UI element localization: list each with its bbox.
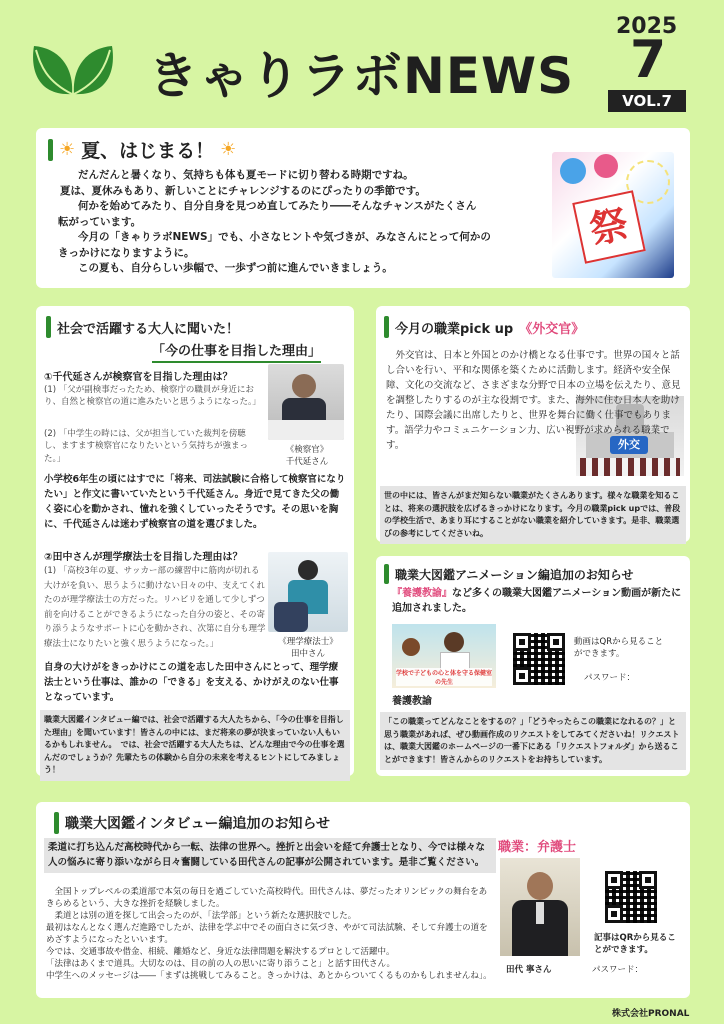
- animation-password-label: パスワード：: [584, 673, 636, 683]
- summer-body: だんだんと暑くなり、気持ちも体も夏モードに切り替わる時期ですね。 夏は、夏休みもあり、新しいことにチャレンジするのにぴったりの季節です。 何かを始めてみたり、自分自身を見つめ直してみたり――そんなチャンスがたくさん 転がっています。 今月の「きゃりラボNEWS」でも、小さなヒントや気づきが、みなさんにとって何かの きっかけになりますように。 この夏も、自分らしい歩幅で、一歩ずつ前に進んでいきましょう。: [58, 169, 491, 274]
- q2-summary: 自身の大けがをきっかけにこの道を志した田中さんにとって、理学療法士という仕事は、誰かの「できる」を支える、かけがえのない仕事となっています。: [44, 662, 339, 703]
- leaf-logo-icon: [28, 40, 118, 98]
- sun-icon: ☀: [59, 139, 76, 160]
- prosecutor-photo: [268, 364, 344, 440]
- school-nurse-animation-image: 学校で子どもの心と体を守る保健室の先生: [392, 624, 496, 688]
- q2-heading: ②田中さんが理学療法士を目指した理由は？: [44, 552, 243, 563]
- pickup-body: 外交官は、日本と外国とのかけ橋となる仕事です。世界の国々と話し合いを行い、平和な関係を築くために活動します。経済や安全保障、文化の交流など、さまざまな分野で日本の立場を伝えたり、意見を調整したりするのが主な役割です。また、海外に住む日本人を助けたり、国際会議に出席したりと、世界を舞台に働く仕事でもあります。語学力やコミュニケーション力、広い視野が求められる職業です。: [386, 350, 681, 451]
- pickup-title: 今月の職業pick up: [395, 321, 514, 337]
- adults-interview-section: [36, 306, 354, 776]
- interview-section: [36, 802, 690, 998]
- q1-answer-2: (2) 「中学生の時には、父が担当していた裁判を傍聴し、ますます検察官になりたいという気持ちが強まった。」: [44, 429, 249, 464]
- summer-festival-image: 祭: [552, 152, 674, 278]
- interview-lead: 柔道に打ち込んだ高校時代から一転、法律の世界へ。挫折と出会いを経て弁護士となり、今では様々な人の悩みに寄り添いながら日々奮闘している田代さんの記事が公開されています。是非ご覧ください。: [44, 838, 496, 873]
- adults-note: 職業大図鑑インタビュー編では、社会で活躍する大人たちから、「今の仕事を目指した理由」を聞いています！皆さんの中には、まだ将来の夢が決まっていない人もいるかもしれません。 では、社会で活躍する大人たちは、どんな理由で今の仕事を選んだのでしょうか？先輩たちの体験から自分の未来を考えるヒントにしてみましょう！: [40, 710, 350, 781]
- diplomat-image: 外交: [576, 396, 684, 476]
- animation-qr-text: 動画はQRから見ることができます。: [574, 637, 664, 660]
- interview-password-label: パスワード：: [592, 965, 644, 975]
- newsletter-title: きゃりラボNEWS: [148, 47, 575, 105]
- animation-qr-code[interactable]: [510, 630, 568, 688]
- interview-qr-code[interactable]: [602, 868, 660, 926]
- q1-answer-1: (1) 「父が副検事だったため、検察庁の職員が身近におり、自然と検察官の道に進みたいと思うようになった。」: [44, 385, 261, 408]
- physiotherapist-photo: [268, 552, 348, 632]
- pickup-job: 《外交官》: [519, 321, 585, 337]
- summer-title: 夏、はじまる！: [81, 140, 215, 162]
- issue-month: 7: [630, 30, 667, 90]
- animation-title: 職業大図鑑アニメーション編追加のお知らせ: [395, 567, 634, 582]
- issue-year: 2025: [616, 14, 678, 39]
- lawyer-name: 田代 寧さん: [506, 965, 552, 975]
- summer-section: [36, 128, 690, 288]
- pickup-section: [376, 306, 690, 542]
- interview-qr-text: 記事はQRから見ることができます。: [594, 933, 676, 956]
- animation-intro: 『養護教諭』など多くの職業大図鑑アニメーション動画が新たに追加されました。: [392, 588, 682, 614]
- q1-summary: 小学校6年生の頃にはすでに「将来、司法試験に合格して検察官になりたい」と作文に書いていたという千代延さん。身近で見てきた父の働く姿に心を動かされ、憧れを強くしていったそうです。その思いを胸に、千代延さんは迷わず検察官の道を選びました。: [44, 474, 346, 530]
- physiotherapist-caption: 《理学療法士》 田中さん: [278, 637, 338, 660]
- animation-note: 「この職業ってどんなことをするの？」「どうやったらこの職業になれるの？」と思う職業があれば、ぜひ動画作成のリクエストをしてみてくださいね！リクエストは、職業大図鑑のホームページの一番下にある「リクエストフォルダ」から送ることができます！皆さんからのリクエストをお持ちしています。: [380, 712, 686, 770]
- pickup-note: 世の中には、皆さんがまだ知らない職業がたくさんあります。様々な職業を知ることは、将来の選択肢を広げるきっかけになります。今月の職業pick upでは、普段の学校生活で、あまり耳にすることがない職業を紹介していきます。是非、職業選びの参考にしてくださいね。: [380, 486, 686, 544]
- prosecutor-caption: 《検察官》 千代延さん: [285, 445, 329, 468]
- interview-job-label: 職業：弁護士: [498, 840, 577, 855]
- adults-title: 社会で活躍する大人に聞いた！: [57, 321, 240, 337]
- interview-title: 職業大図鑑インタビュー編追加のお知らせ: [65, 816, 331, 832]
- adults-subtitle: 「今の仕事を目指した理由」: [152, 340, 321, 363]
- sun-icon: ☀: [220, 139, 237, 160]
- lawyer-photo: [500, 858, 580, 956]
- q2-answer: (1) 「高校3年の夏、サッカー部の練習中に筋肉が切れる大けがを負い、思うように動けない日々の中、支えてくれたのが理学療法士の方だった。リハビリを通して少しずつ前を向けることができるようになった自分の姿と、その寄り添うようなサポートに心を動かされ、次第に自分も理学療法士になりたいと強く思うようになった。」: [44, 566, 266, 649]
- school-nurse-label: 養護教諭: [392, 696, 432, 707]
- issue-volume: VOL.7: [608, 90, 686, 112]
- interview-body: 全国トップレベルの柔道部で本気の毎日を過ごしていた高校時代。田代さんは、夢だったオリンピックの舞台をあきらめるという、大きな挫折を経験しました。 柔道とは別の道を探して出会ったのが、「法学部」という新たな選択肢でした。 最初はなんとなく選んだ進路でしたが、法律を学ぶ中でその面白さに気づき、やがて司法試験、そして弁護士の道をめざすようになったといいます。 今では、交通事故や借金、相続、離婚など、身近な法律問題を解決するプロとして活躍中。 「法律はあくまで道具。大切なのは、目の前の人の思いに寄り添うこと」と話す田代さん。 中学生へのメッセージは――「まずは挑戦してみること。きっかけは、あとからついてくるものかもしれませんね」。: [46, 887, 492, 981]
- animation-section: [376, 556, 690, 776]
- footer-company: 株式会社PRONAL: [612, 1009, 690, 1019]
- q1-heading: ①千代延さんが検察官を目指した理由は？: [44, 372, 233, 383]
